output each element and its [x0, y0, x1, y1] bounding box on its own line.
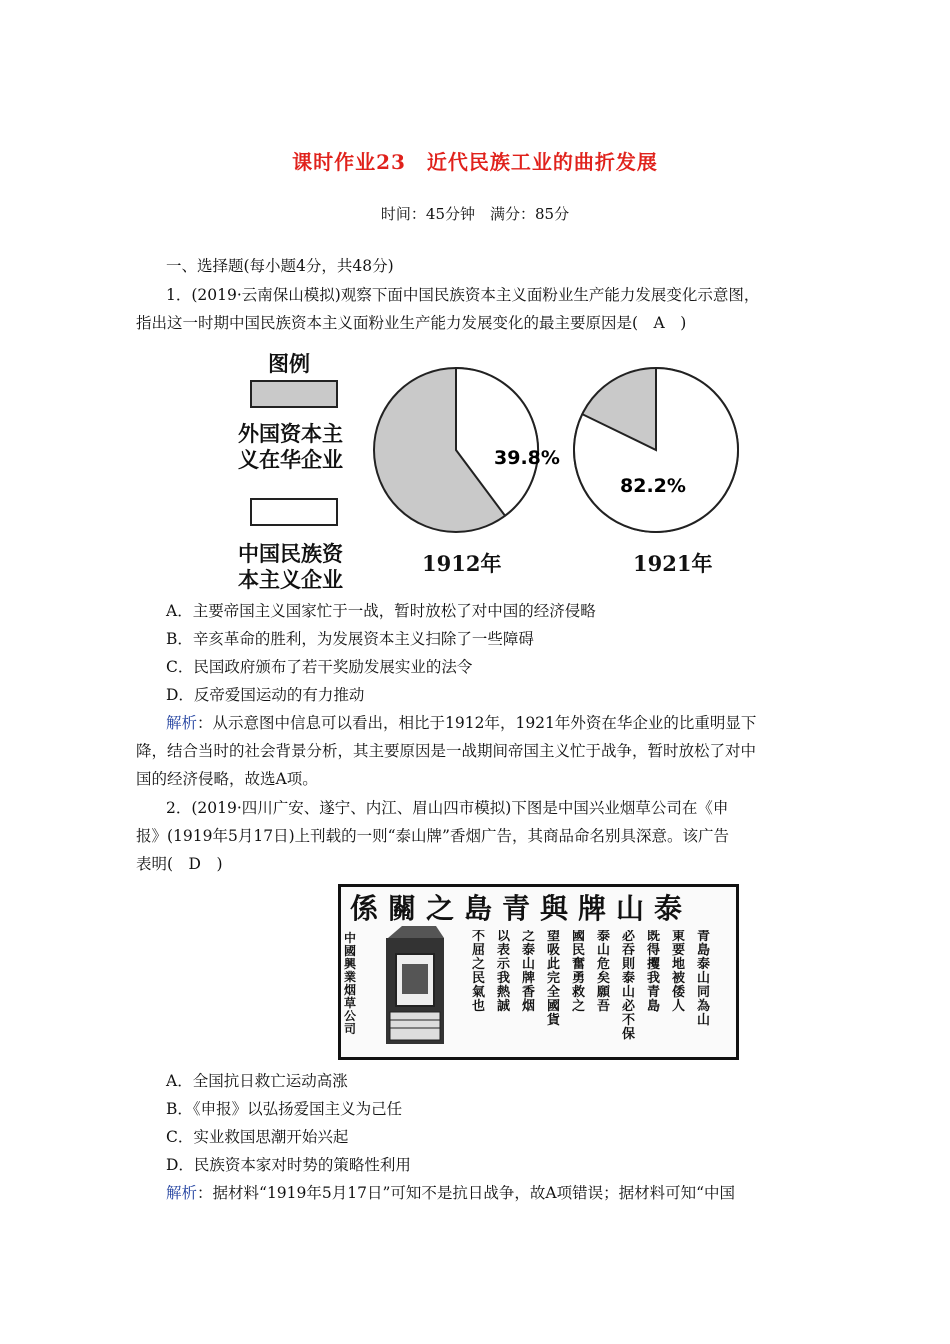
page-title: 课时作业23 近代民族工业的曲折发展	[292, 150, 658, 174]
pie-1921-year: 1921年	[633, 551, 713, 576]
time-score-info: 时间：45分钟 满分：85分	[380, 205, 570, 223]
q2-stem-line3: 表明( D )	[136, 855, 223, 873]
ad-text-column: 望吸此完全國貨	[547, 930, 561, 1028]
q1-option-d: D．反帝爱国运动的有力推动	[166, 686, 365, 704]
q2-option-b: B．《申报》以弘扬爱国主义为己任	[166, 1100, 403, 1118]
ad-text-column: 泰山危矣願吾	[597, 930, 611, 1014]
q2-option-c: C．实业救国思潮开始兴起	[166, 1128, 349, 1146]
legend-title: 图例	[268, 352, 310, 376]
ad-text-column: 既得攫我青島	[647, 930, 661, 1014]
ad-title: 係關之島青與牌山泰	[350, 892, 693, 925]
legend-label-foreign	[238, 421, 343, 473]
q1-analysis-line1	[166, 713, 756, 733]
ad-text-column: 不屈之民氣也	[472, 930, 486, 1014]
q2-stem-line2: 报》(1919年5月17日)上刊载的一则“泰山牌”香烟广告，其商品命名别具深意。该广告	[136, 827, 729, 845]
legend-domestic-line1: 中国民族资	[238, 542, 343, 566]
q2-analysis-text1: ：据材料“1919年5月17日”可知不是抗日战争，故A项错误；据材料可知“中国	[197, 1184, 736, 1202]
legend-swatch-foreign	[250, 380, 338, 408]
q1-option-b: B．辛亥革命的胜利，为发展资本主义扫除了一些障碍	[166, 630, 534, 648]
q2-analysis-line1	[166, 1183, 735, 1203]
q1-analysis-line3: 国的经济侵略，故选A项。	[136, 770, 318, 788]
q2-option-a: A．全国抗日救亡运动高涨	[166, 1072, 348, 1090]
ad-text-column: 東要地被倭人	[672, 930, 686, 1014]
q1-analysis-label: 解析	[166, 714, 198, 732]
section-heading: 一、选择题(每小题4分，共48分)	[166, 257, 394, 275]
pie-1921	[574, 368, 738, 532]
legend-swatch-domestic	[250, 498, 338, 526]
q2-analysis-label: 解析	[166, 1184, 198, 1202]
q1-analysis-text1: ：从示意图中信息可以看出，相比于1912年，1921年外资在华企业的比重明显下	[197, 714, 757, 732]
ad-text-column: 必吞則泰山必不保	[622, 930, 636, 1042]
q2-option-d: D．民族资本家对时势的策略性利用	[166, 1156, 411, 1174]
pie-1921-domestic-label: 82.2%	[620, 475, 686, 497]
q1-option-c: C．民国政府颁布了若干奖励发展实业的法令	[166, 658, 473, 676]
pie-1912-year: 1912年	[422, 551, 502, 576]
q1-stem-line1: 1．(2019·云南保山模拟)观察下面中国民族资本主义面粉业生产能力发展变化示意图，	[166, 286, 760, 304]
cigarette-pack-illustration	[378, 924, 458, 1048]
ad-text-column: 青島泰山同為山	[697, 930, 711, 1028]
ad-text-column: 國民奮勇救之	[572, 930, 586, 1014]
q1-stem-line2: 指出这一时期中国民族资本主义面粉业生产能力发展变化的最主要原因是( A )	[136, 314, 687, 332]
legend-label-domestic	[238, 541, 343, 593]
legend-foreign-line2: 义在华企业	[238, 448, 343, 472]
legend-foreign-line1: 外国资本主	[238, 422, 343, 446]
ad-text-column: 以表示我熱誠	[497, 930, 511, 1014]
ad-company-name: 中國興業烟草公司	[344, 931, 357, 1036]
pie-1912-domestic-label: 39.8%	[494, 447, 560, 469]
ad-text-column: 之泰山牌香烟	[522, 930, 536, 1014]
q2-stem-line1: 2．(2019·四川广安、遂宁、内江、眉山四市模拟)下图是中国兴业烟草公司在《申	[166, 799, 729, 817]
ad-body-text	[472, 930, 722, 1048]
q1-analysis-line2: 降，结合当时的社会背景分析，其主要原因是一战期间帝国主义忙于战争，暂时放松了对中	[136, 742, 757, 760]
pie-charts	[370, 350, 760, 550]
legend-domestic-line2: 本主义企业	[238, 568, 343, 592]
q1-option-a: A．主要帝国主义国家忙于一战，暂时放松了对中国的经济侵略	[166, 602, 596, 620]
